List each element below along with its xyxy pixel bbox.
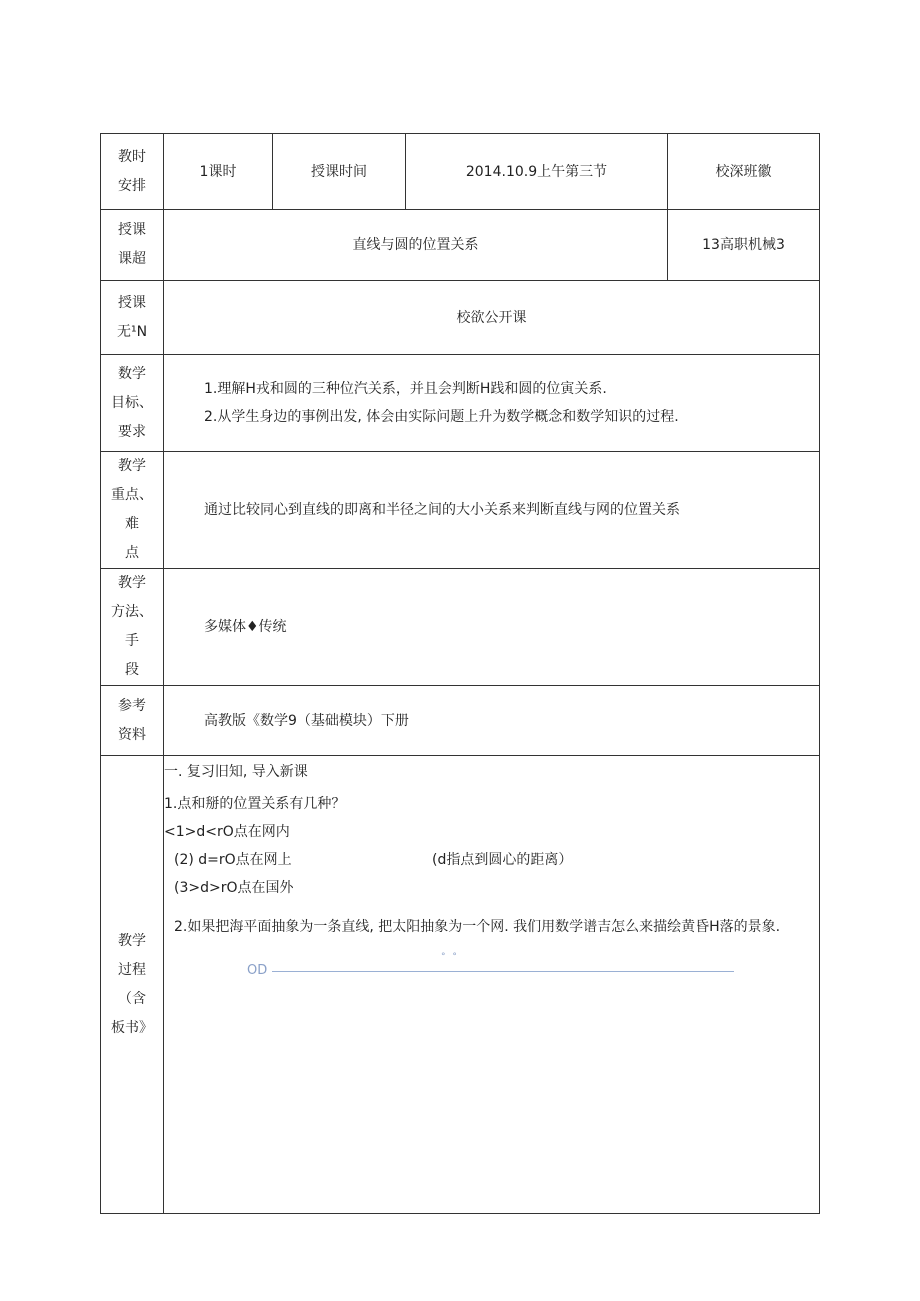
section-title: 一. 复习旧知, 导入新课: [164, 764, 308, 780]
topic-label: 授课 课超: [101, 210, 164, 281]
lesson-type-label: 授课 无¹N: [101, 281, 164, 355]
method-content: 多媒体♦传统: [164, 569, 820, 686]
goals-content: [164, 355, 820, 452]
topic-title: 直线与圆的位置关系: [164, 210, 668, 281]
figure-label: OD: [247, 963, 268, 978]
goal-item: 2.从学生身边的事例出发, 体会由实际问题上升为数学概念和数学知识的过程.: [204, 409, 679, 425]
schedule-hours: 1课时: [164, 134, 273, 210]
case-1: <1>d<rO点在网内: [164, 824, 290, 840]
method-label: 教学 方法、手 段: [101, 569, 164, 686]
focus-label: 教学 重点、难 点: [101, 452, 164, 569]
teaching-time-value: 2014.10.9上午第三节: [406, 134, 668, 210]
process-label: 教学 过程 （含 板书》: [101, 756, 164, 1214]
goal-item: 1.理解H戎和圆的三种位汽关系，并且会判断H践和圆的位寅关系.: [204, 381, 607, 397]
process-content: [164, 756, 820, 1214]
case-3: (3>d>rO点在国外: [174, 880, 294, 896]
reference-content: 高教版《数学9（基础模块）下册: [164, 686, 820, 756]
case-2-row: [164, 846, 817, 874]
focus-content: 通过比较同心到直线的即离和半径之间的大小关系来判断直线与网的位置关系: [164, 452, 820, 569]
case-2: (2) d=rO点在网上: [174, 852, 292, 868]
row-method: [101, 569, 820, 686]
sea-level-line: [272, 971, 734, 972]
sun-sea-figure: [164, 938, 817, 998]
row-focus: [101, 452, 820, 569]
case-2-note: (d指点到圆心的距离）: [432, 852, 573, 868]
lesson-type-value: 校欲公开课: [164, 281, 820, 355]
goals-label: 数学 目标、 要求: [101, 355, 164, 452]
question-1: 1.点和掰的位置关系有几种？: [164, 796, 346, 812]
figure-dots: ° °: [441, 952, 459, 962]
row-reference: [101, 686, 820, 756]
row-schedule: [101, 134, 820, 210]
reference-label: 参考 资料: [101, 686, 164, 756]
row-process: [101, 756, 820, 1214]
teaching-time-label: 授课时间: [273, 134, 406, 210]
class-name: 13高职机械3: [668, 210, 820, 281]
row-type: [101, 281, 820, 355]
row-topic: [101, 210, 820, 281]
question-2: 2.如果把海平面抽象为一条直线, 把太阳抽象为一个网. 我们用数学谱吉怎么来描绘黄昏H落的景象.: [174, 919, 781, 935]
schedule-label: 教时 安排: [101, 134, 164, 210]
lesson-plan-table: [100, 133, 820, 1214]
row-goals: [101, 355, 820, 452]
schedule-extra: 校深班徽: [668, 134, 820, 210]
